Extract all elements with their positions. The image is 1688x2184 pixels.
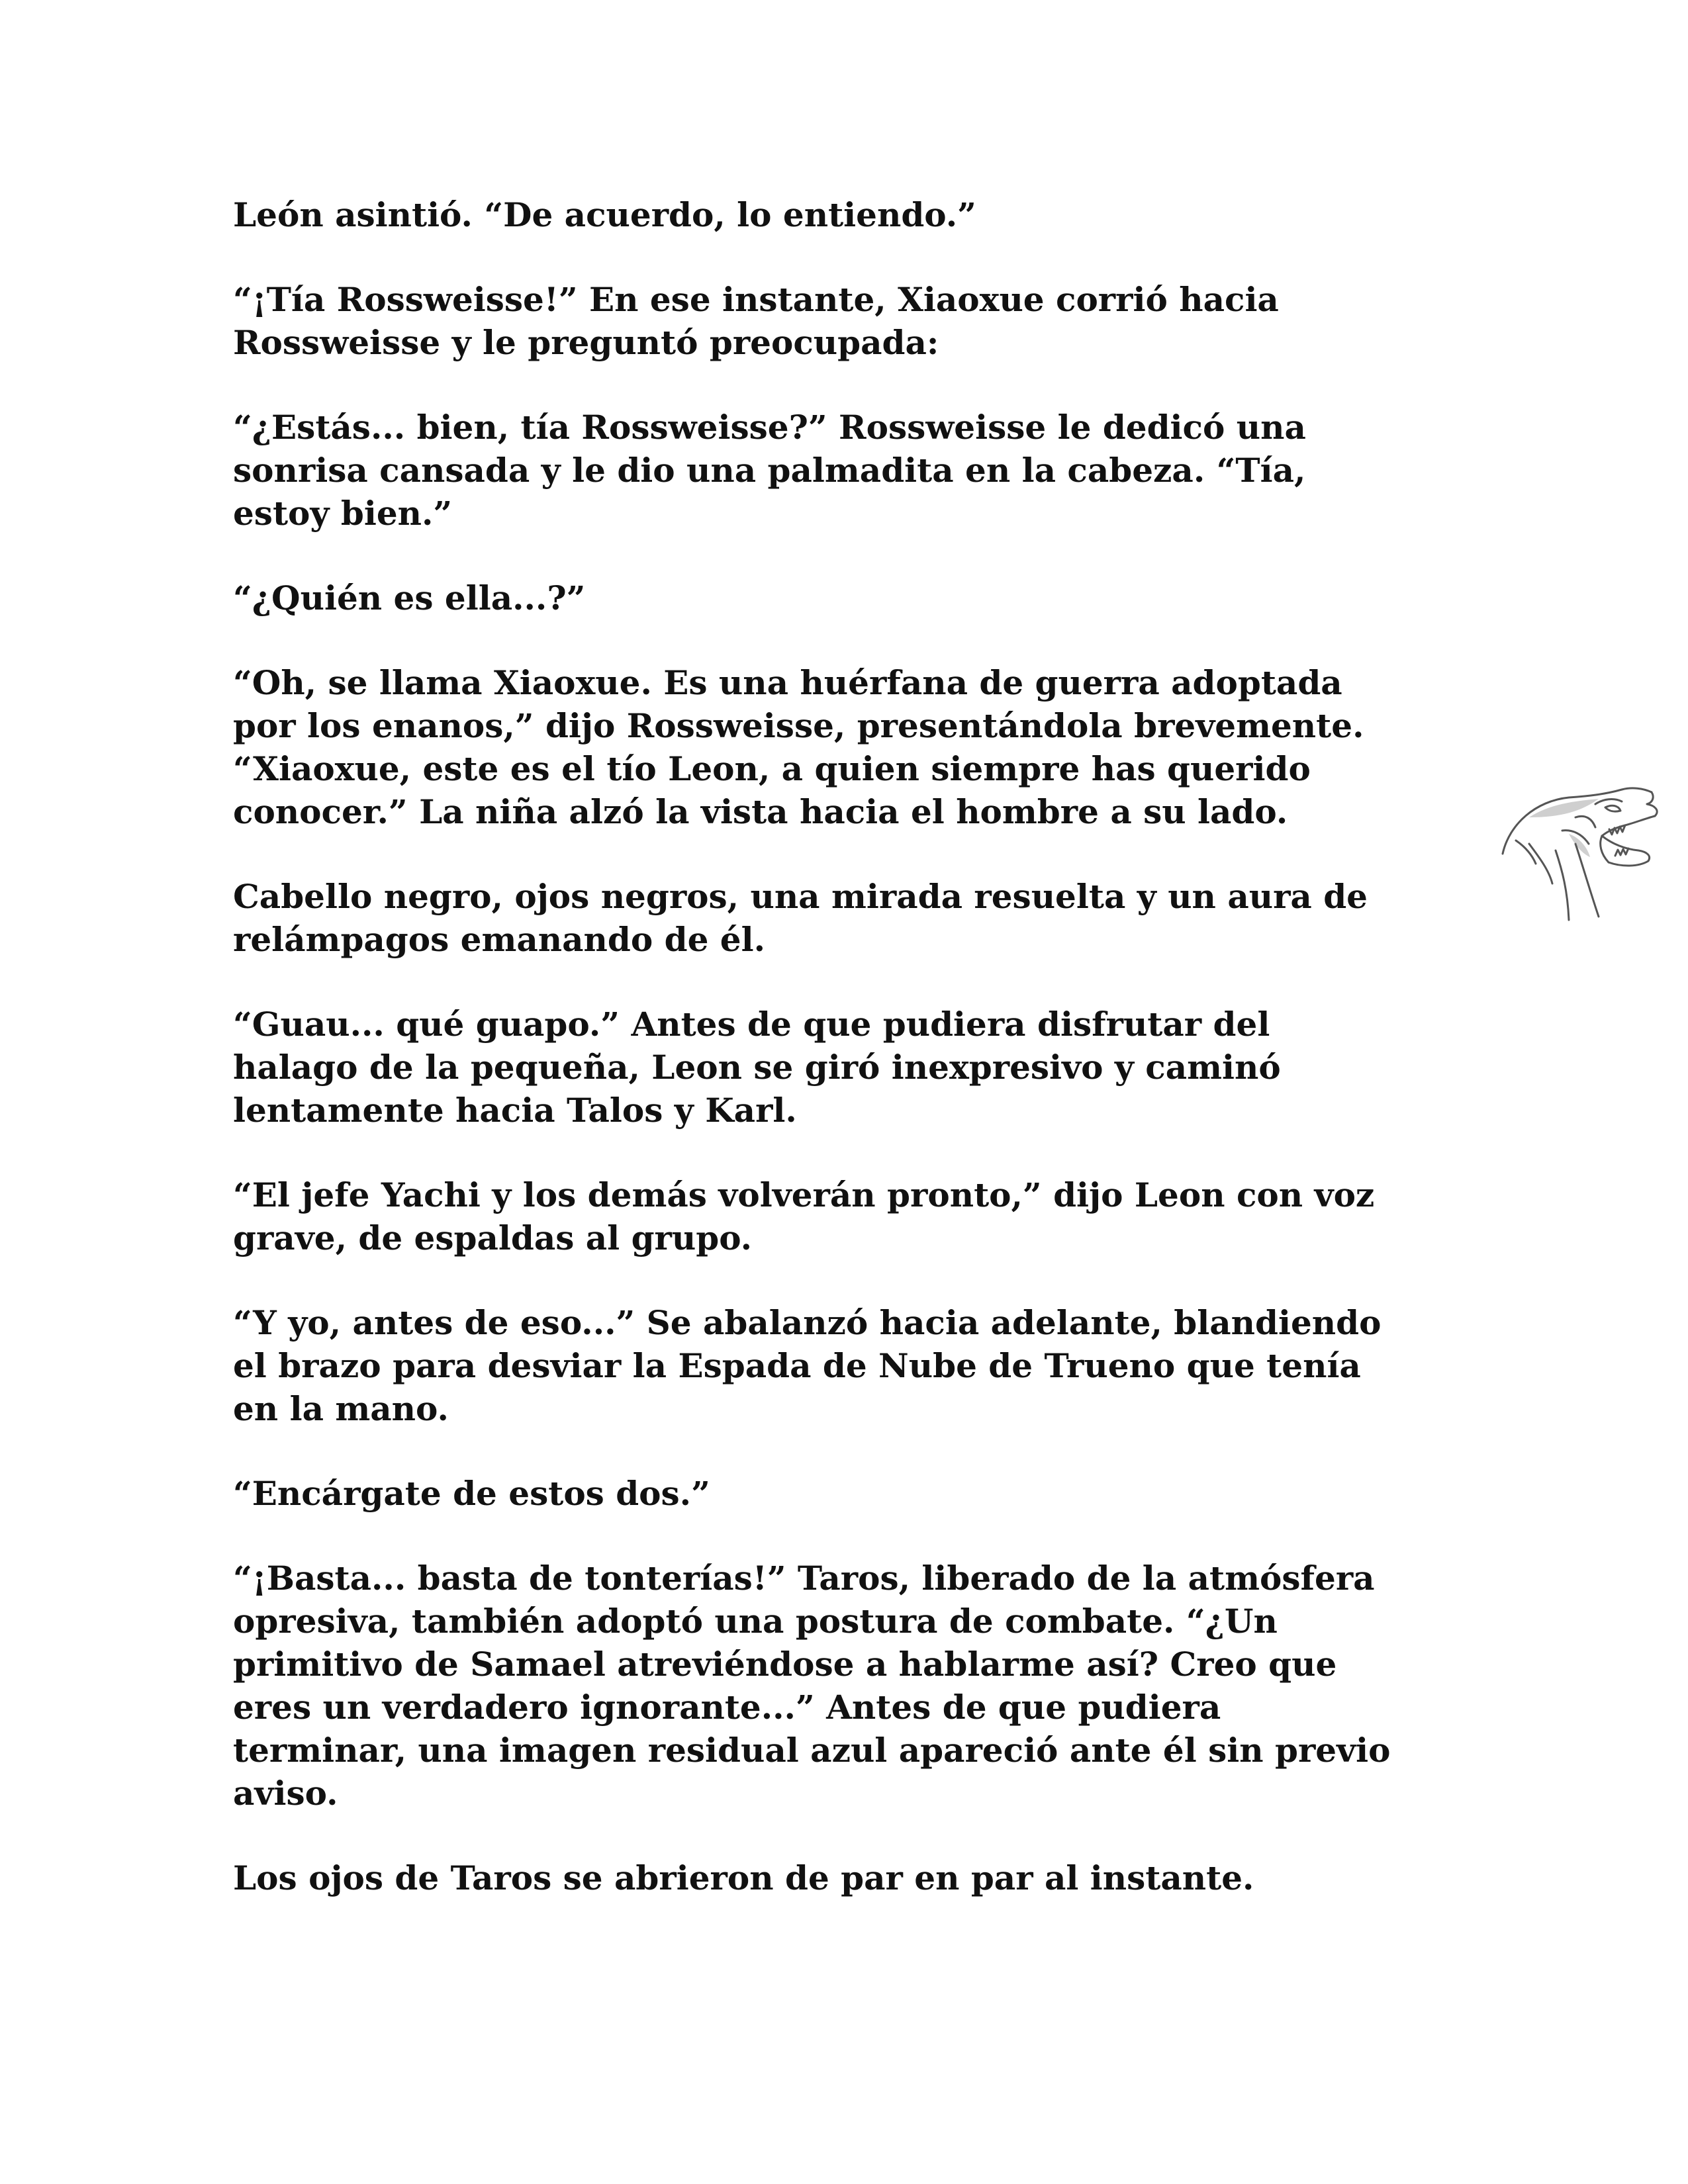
paragraph xyxy=(233,1856,1491,1899)
text-line: Cabello negro, ojos negros, una mirada resuelta y un aura de xyxy=(233,877,1368,916)
paragraph xyxy=(233,1003,1491,1132)
text-line: “El jefe Yachi y los demás volverán pronto,” dijo Leon con voz xyxy=(233,1175,1375,1214)
text-line: terminar, una imagen residual azul apareció ante él sin previo xyxy=(233,1731,1391,1770)
text-line: relámpagos emanando de él. xyxy=(233,920,766,959)
text-line: “¡Tía Rossweisse!” En ese instante, Xiaoxue corrió hacia xyxy=(233,280,1279,319)
paragraph xyxy=(233,1557,1491,1815)
text-line: “Encárgate de estos dos.” xyxy=(233,1474,710,1513)
text-line: Los ojos de Taros se abrieron de par en par al instante. xyxy=(233,1858,1254,1897)
paragraph xyxy=(233,193,1491,236)
paragraph xyxy=(233,406,1491,535)
paragraph xyxy=(233,576,1491,619)
paragraph xyxy=(233,1301,1491,1430)
text-line: grave, de espaldas al grupo. xyxy=(233,1218,753,1257)
text-line: eres un verdadero ignorante...” Antes de que pudiera xyxy=(233,1688,1221,1727)
text-line: “Y yo, antes de eso...” Se abalanzó hacia adelante, blandiendo xyxy=(233,1303,1382,1342)
paragraph xyxy=(233,661,1491,833)
text-line: lentamente hacia Talos y Karl. xyxy=(233,1091,797,1130)
dinosaur-head-sketch-icon xyxy=(1489,778,1668,930)
text-line: primitivo de Samael atreviéndose a hablarme así? Creo que xyxy=(233,1645,1337,1684)
text-line: halago de la pequeña, Leon se giró inexpresivo y caminó xyxy=(233,1048,1281,1087)
text-line: “Oh, se llama Xiaoxue. Es una huérfana de guerra adoptada xyxy=(233,663,1342,702)
text-line: aviso. xyxy=(233,1774,338,1813)
text-line: Rossweisse y le preguntó preocupada: xyxy=(233,323,939,362)
paragraph xyxy=(233,875,1491,961)
text-line: por los enanos,” dijo Rossweisse, presentándola brevemente. xyxy=(233,706,1364,745)
text-line: sonrisa cansada y le dio una palmadita en la cabeza. “Tía, xyxy=(233,451,1306,490)
text-line: León asintió. “De acuerdo, lo entiendo.” xyxy=(233,195,976,234)
paragraph xyxy=(233,1472,1491,1515)
text-line: “Guau... qué guapo.” Antes de que pudiera disfrutar del xyxy=(233,1005,1270,1044)
text-line: “¿Estás... bien, tía Rossweisse?” Rossweisse le dedicó una xyxy=(233,408,1306,447)
paragraph xyxy=(233,1173,1491,1259)
text-line: conocer.” La niña alzó la vista hacia el hombre a su lado. xyxy=(233,792,1288,831)
text-line: “¿Quién es ella...?” xyxy=(233,578,586,617)
text-line: el brazo para desviar la Espada de Nube de Trueno que tenía xyxy=(233,1346,1361,1385)
text-line: opresiva, también adoptó una postura de combate. “¿Un xyxy=(233,1602,1278,1641)
text-line: estoy bien.” xyxy=(233,494,453,533)
text-line: en la mano. xyxy=(233,1389,449,1428)
text-line: “¡Basta... basta de tonterías!” Taros, liberado de la atmósfera xyxy=(233,1559,1375,1598)
paragraph xyxy=(233,278,1491,364)
body-text xyxy=(233,193,1491,1941)
text-line: “Xiaoxue, este es el tío Leon, a quien siempre has querido xyxy=(233,749,1311,788)
